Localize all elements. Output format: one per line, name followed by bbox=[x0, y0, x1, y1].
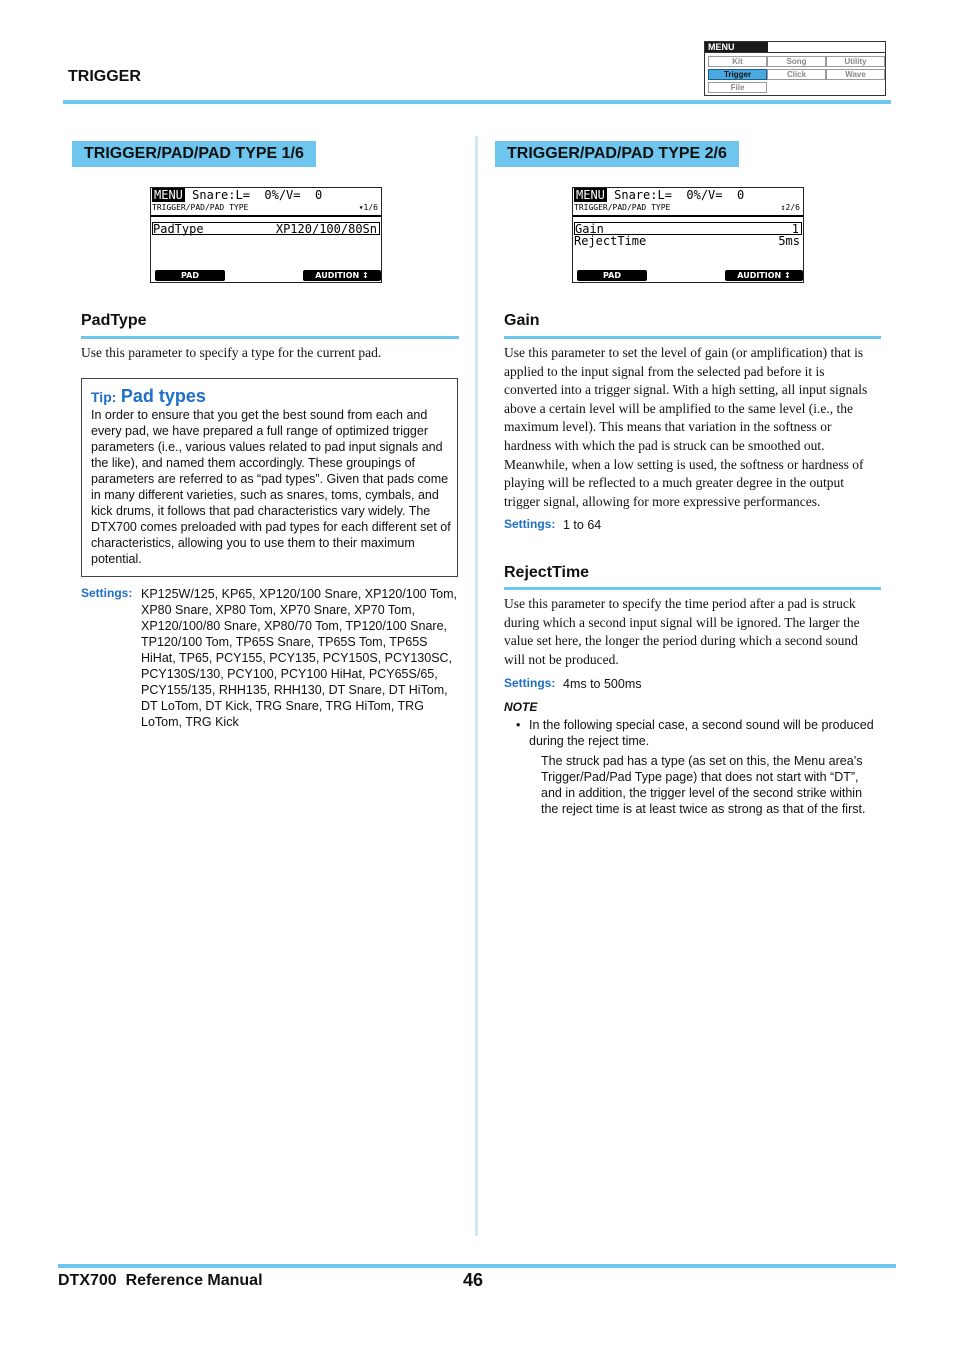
section-title: TRIGGER bbox=[68, 68, 141, 85]
lcd-audition-button: AUDITION ↕ bbox=[303, 270, 381, 281]
lcd-audition-button: AUDITION ↕ bbox=[725, 270, 803, 281]
lcd-row-padtype bbox=[152, 222, 380, 235]
manual-title: DTX700 Reference Manual bbox=[58, 1272, 263, 1289]
menu-item-song: Song bbox=[767, 56, 826, 67]
lcd-row-label: RejectTime bbox=[574, 234, 647, 248]
lcd-screen-1 bbox=[150, 187, 382, 283]
tip-title: Pad types bbox=[120, 386, 206, 406]
menu-map-label: MENU bbox=[705, 42, 768, 52]
lcd-row-value: XP120/100/80Sn bbox=[275, 222, 377, 236]
rejecttime-description: Use this parameter to specify the time period after a pad is struck during which a second input signal will be ignored. The larger the value set here, the longer the period during which a second sound will not be produced. bbox=[504, 596, 860, 667]
rejecttime-settings-label: Settings: bbox=[504, 676, 556, 690]
lcd-page: ↕2/6 bbox=[780, 203, 800, 212]
note-detail: The struck pad has a type (as set on this, the Menu area’s Trigger/Pad/Pad Type page) that does not start with “DT”, and in addition, the trigger level of the second strike within the reject time is at least twice as strong as that of the first. bbox=[541, 754, 866, 816]
tip-body: In order to ensure that you get the best sound from each and every pad, we have prepared a full range of optimized trigger parameters (i.e., various values related to pad input signals and the like), and named them accordingly. These groupings of parameters are referred to as “pad types”. Given that pads come in many different varieties, such as snares, toms, cymbals, and kick drums, it follows that pad characteristics vary widely. The DTX700 comes preloaded with pad types for each different set of characteristics, allowing you to use them to their maximum potential. bbox=[91, 408, 451, 566]
column-divider bbox=[475, 136, 478, 1236]
lcd-row-value: 1 bbox=[791, 222, 799, 236]
param-heading-rejecttime: RejectTime bbox=[504, 564, 590, 581]
menu-item-trigger: Trigger bbox=[708, 69, 767, 80]
menu-item-wave: Wave bbox=[826, 69, 885, 80]
note-bullet-text: In the following special case, a second sound will be produced during the reject time. bbox=[529, 718, 874, 748]
lcd-menu-tag: MENU bbox=[576, 188, 605, 202]
note-label: NOTE bbox=[504, 700, 538, 714]
menu-item-click: Click bbox=[767, 69, 826, 80]
lcd-page: ▾1/6 bbox=[358, 203, 378, 212]
gain-settings-label: Settings: bbox=[504, 517, 556, 531]
lcd-screen-2 bbox=[572, 187, 804, 283]
param-rule bbox=[504, 587, 881, 590]
lcd-row-label: Gain bbox=[575, 222, 604, 236]
lcd-path: TRIGGER/PAD/PAD TYPE bbox=[152, 203, 249, 212]
lcd-row-label: PadType bbox=[153, 222, 204, 236]
menu-map bbox=[704, 41, 886, 96]
tip-box bbox=[81, 378, 458, 577]
lcd-menu-tag: MENU bbox=[154, 188, 183, 202]
param-heading-padtype: PadType bbox=[81, 312, 147, 329]
header-rule bbox=[63, 100, 891, 104]
menu-item-kit: Kit bbox=[708, 56, 767, 67]
settings-label: Settings: bbox=[81, 586, 133, 600]
rejecttime-settings-value: 4ms to 500ms bbox=[563, 677, 642, 691]
footer-rule bbox=[58, 1264, 896, 1268]
menu-item-utility: Utility bbox=[826, 56, 885, 67]
lcd-pad-button: PAD bbox=[155, 270, 225, 281]
lcd-status: Snare:L= 0%/V= 0 bbox=[184, 188, 323, 202]
param-description: Use this parameter to specify a type for the current pad. bbox=[81, 345, 382, 360]
lcd-status: Snare:L= 0%/V= 0 bbox=[606, 188, 745, 202]
gain-description: Use this parameter to set the level of gain (or amplification) that is applied to the input signal from the selected pad before it is converted into a trigger signal. With a high setting, all input signals above a certain level will be amplified to the same level (i.e., the maximum level). This means that variation in the softness or hardness with which the pad is struck can be smoothed out. Meanwhile, when a low setting is used, the softness or hardness of playing will be reflected to a much greater degree in the output trigger signal, allowing for more expressive performances. bbox=[504, 345, 868, 509]
settings-value: KP125W/125, KP65, XP120/100 Snare, XP120/100 Tom, XP80 Snare, XP80 Tom, XP70 Snare, XP70 Tom, XP120/100/80 Snare, XP80/70 Tom, TP120/100 Snare, TP120/100 Tom, TP65S Snare, TP65S Tom, TP65S HiHat, TP65, PCY155, PCY135, PCY150S, PCY130SC, PCY130S/130, PCY100, PCY100 HiHat, PCY65S/65, PCY155/135, RHH135, RHH130, DT Snare, DT HiTom, DT LoTom, DT Kick, TRG Snare, TRG HiTom, TRG LoTom, TRG Kick bbox=[141, 587, 457, 729]
menu-item-file: File bbox=[708, 82, 767, 93]
section-heading-1: TRIGGER/PAD/PAD TYPE 1/6 bbox=[72, 141, 316, 167]
lcd-path: TRIGGER/PAD/PAD TYPE bbox=[574, 203, 671, 212]
gain-settings-value: 1 to 64 bbox=[563, 518, 602, 532]
param-rule bbox=[504, 336, 881, 339]
lcd-row-rejecttime bbox=[574, 235, 802, 248]
page-number: 46 bbox=[463, 1270, 484, 1290]
lcd-pad-button: PAD bbox=[577, 270, 647, 281]
param-rule bbox=[81, 336, 459, 339]
param-heading-gain: Gain bbox=[504, 312, 540, 329]
tip-label: Tip: bbox=[91, 389, 117, 405]
lcd-row-value: 5ms bbox=[778, 234, 800, 248]
section-heading-2: TRIGGER/PAD/PAD TYPE 2/6 bbox=[495, 141, 739, 167]
note-bullet-icon: • bbox=[516, 718, 521, 732]
